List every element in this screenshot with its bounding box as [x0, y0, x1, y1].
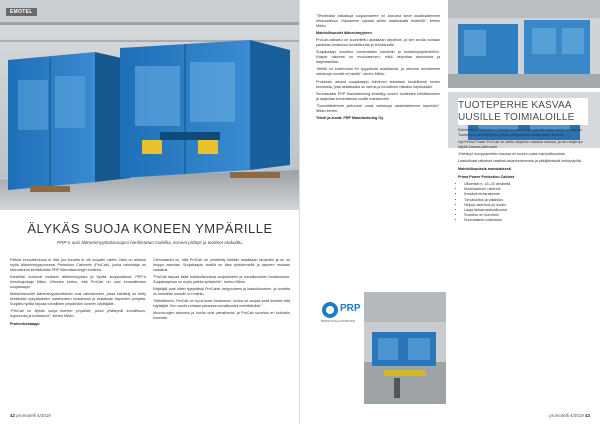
paragraph: Olennaisinta on, että ProCab on yhdistetty kaikkiin asiakkaan tarpeisiin ja se on helppo asentaa. Suojakaapin sisällä on tilaa työskennellä ja tarpeen mukaan valaistus.	[153, 258, 290, 273]
paragraph: Seuraavaksi PRP Manufacturing keskittyy uusien tuotteiden kehittämiseen ja laajentaa toimintaansa uusille markkinoille.	[316, 91, 440, 101]
list-item: • Helppo asennus ja huolto	[464, 203, 592, 208]
paragraph: ProCab-ratkaisu on suunniteltu asiakkaan tarpeisiin, ja sen avulla voidaan parantaa tuotannon turvallisuutta ja tehokkuutta.	[316, 38, 440, 48]
article-lead: PRP:n uusi älänenimyyttaitasuojasi hankintatuo malellia, koneet pidäyti ja tuotteet otakulttu.	[57, 240, 243, 245]
paragraph: Käyttäjät ovat olleet tyytyväisiä ProCabin helppouteen ja laadukkuuteen, ja tuotetta on toimitettu useisiin eri maihin.	[153, 287, 290, 297]
folio-text: promotelli 4/2019	[16, 413, 51, 418]
list-item: • Ulkomitat n. 16–20 desibeliä	[464, 182, 592, 187]
paragraph: Kanteihin kuuluvat muitakin älänenimyyksia ja hyvää suojaustasoa. PRP:n toimitusjohtaja Mikko Vilhunen kertoo, että ProCab on uusi innovatiivinen suojakaappi.	[10, 275, 146, 290]
paragraph: Suojakaappi soveltuu monenlaisiin koneisiin ja tuotantoympäristöihin. Kaapin rakenne on modulaarinen, mikä helpottaa asennusta ja laajentamista.	[316, 50, 440, 65]
list-item: • Suomalainen valmistus	[464, 218, 592, 223]
spec-list	[458, 182, 592, 222]
folio-right	[549, 413, 590, 418]
quote-paragraph: ”Meillä on kokemusta eri tyyppisistä asiakkaista, ja olemme toimittaneet ratkaisuja monille eri aloille”, kertoo Mikko.	[316, 67, 440, 77]
facility-illustration	[448, 0, 600, 88]
paragraph: Prosessin aikana suojakaapin toiminnot testataan huolellisesti ennen toimitusta, jotta asiakkaalla on varma ja turvallinen ratkaisu käytössään.	[316, 79, 440, 89]
paragraph: Yhteistyö kumppaneiden kanssa on tuonut uusia mahdollisuuksia.	[458, 152, 566, 157]
paragraph: Pelkkä innovatiivisuus ei riitä, jos konetta ei ole suojattu oikein. Näin on alkanut myös älänenimyysprosessi Protection Cabinetin (ProCab), jonka valmistaja on kiinnostunut kehittämään PRP Manufacturingin tuotteita.	[10, 258, 146, 273]
right-page	[300, 0, 600, 424]
machine-enclosure-illustration	[0, 0, 300, 210]
folio-text: promotelli 4/2019	[549, 413, 584, 418]
list-item: • Kestävä teräsrakenne	[464, 192, 592, 197]
list-item: • Soveltuu eri koneisiin	[464, 213, 592, 218]
subheading: Mahdollisuuksia monialaisesti	[458, 167, 512, 172]
list-item: • Laaja lisävarustevalikoima	[464, 208, 592, 213]
subheading: Mahdollisuudet älänenimyyteen	[316, 31, 372, 36]
page-number: 42	[10, 413, 16, 418]
spec-list-heading: Prima Power Protection Cabinet	[458, 175, 515, 180]
page-number: 43	[584, 413, 590, 418]
quote-paragraph: ”Suunnittelemme jatkuvasti uusia ratkaisuja asiakkaidemme tarpeisiin”, Mikko kertoo.	[316, 103, 440, 113]
body-column-1	[10, 258, 146, 329]
article-headline: ÄLYKÄS SUOJA KONEEN YMPÄRILLE	[27, 221, 273, 236]
logo-text: PRP	[340, 303, 361, 314]
quote-paragraph: ”Nähdäkseni, ProCab on hyvä tuote tuotantoon, koska se suojaa sekä konetta että käyttäjää. Sen avulla voidaan parantaa turvallisuutta merkittävästi.”	[153, 299, 290, 309]
folio-left	[10, 413, 51, 418]
quote-paragraph: ”Tehokkaita ratkaisuja suojaamiseen on kasvava tarve asiakkaidemme keskuudessa. Haluamme vastata siihen laadukkailla tuotteilla”, kertoo Mikko.	[316, 14, 440, 29]
quote-paragraph: ”ProCab on älykäs suoja koneen ympärille, jossa yhdistyvät turvallisuus, ergonomia ja tuottavuus”, kertoo Mikko.	[10, 309, 146, 319]
paragraph: Laadukkaat ratkaisut vaativat asiantuntemusta ja pitkäjänteistä kehitystyötä.	[458, 159, 582, 164]
list-item: • Turvalukitus ja valaistus	[464, 198, 592, 203]
production-photo	[364, 292, 446, 404]
right-body-column	[316, 14, 440, 123]
paragraph: Esimerkiksi Protection Cabinet on suunniteltu palvelemaan useita toimialoja. Tuotteiston kehittäminen jatkuu yhteistyössä asiakkaiden kanssa.	[458, 128, 583, 138]
body-column-2	[153, 258, 290, 324]
paragraph: Nyt Prima Power ProCab on otettu käyttöön useissa maissa, ja sen laajempi käyttö kasvaa jatkuvasti.	[458, 140, 583, 150]
factory-floor-illustration	[364, 292, 446, 404]
facility-photo	[448, 0, 600, 88]
prp-logo	[321, 300, 361, 326]
hero-photo	[0, 0, 300, 210]
list-item: • Modulaarinen rakenne	[464, 187, 592, 192]
side-article-title: TUOTEPERHE KASVAA UUSILLE TOIMIALOILLE	[458, 98, 588, 125]
section-tag: EMOTEL	[6, 8, 37, 16]
paragraph: Muovisuojien asennus ja huolto ovat vaivattomia, ja ProCab soveltuu eri kokoisiin koneisiin.	[153, 311, 290, 321]
logo-subtitle: PROTECTION & AUTOMATION	[321, 320, 356, 323]
paragraph: ”ProCab tarjoaa lisää mahdollisuuksia suojaukseen ja turvallisuuteen tuotannossa. Suojakaapissa on myös paikka työkaluille”, kertoo Mikko.	[153, 275, 290, 285]
credit-line: Teksti ja kuvat: PRP Manufacturing Oy	[316, 115, 384, 120]
side-column	[458, 128, 592, 223]
paragraph: Mahdollisuudet älänenimyystuotteisiin ovat vahvistuneet, jossa käsittely on tehty kestävästi nykyaikaisten vaatimusten mukaisesti ja asiakkaan tarpeiden pohjalta. Suojattu työtila tarjoaa turvallisen ympäristön koneen käyttäjälle.	[10, 292, 146, 307]
subheading: Protectivekaappi	[10, 321, 40, 326]
